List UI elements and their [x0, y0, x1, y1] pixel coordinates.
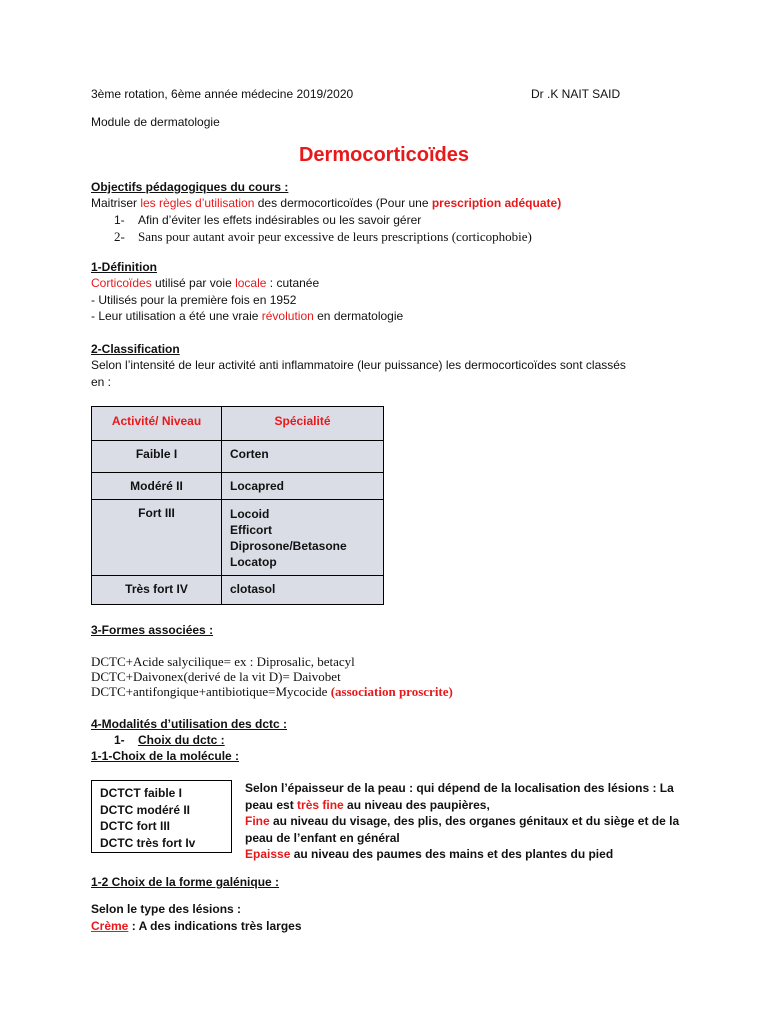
objectif-text: Sans pour autant avoir peur excessive de leurs prescriptions (corticophobie) [138, 229, 532, 244]
choix-num: 1- [114, 733, 125, 747]
classification-text-2: en : [91, 375, 112, 389]
box-item: DCTC fort III [100, 819, 170, 833]
product: Locoid [230, 507, 270, 521]
def-red2: locale [235, 276, 267, 290]
objectifs-pre: Maitriser [91, 196, 141, 210]
table-header-row [92, 407, 384, 441]
table-row [92, 473, 384, 500]
objectifs-line [91, 196, 561, 210]
level-cell: Faible I [92, 441, 222, 473]
def3-pre: - Leur utilisation a été une vraie [91, 309, 262, 323]
p2-red: très fine [297, 797, 344, 812]
forme-galenique-heading: 1-2 Choix de la forme galénique : [91, 875, 280, 889]
author: Dr .K NAIT SAID [531, 87, 621, 101]
p3-end: au niveau du visage, des plis, des organes génitaux et du siège et de la [269, 814, 680, 828]
objectif-num: 1- [114, 213, 125, 227]
product: clotasol [230, 582, 276, 596]
para-line: Selon l’épaisseur de la peau : qui dépend de la localisation des lésions : La [245, 781, 674, 795]
choix-dctc [114, 733, 225, 747]
p2-pre: peau est [245, 797, 298, 812]
table-row [92, 576, 384, 605]
classification-table [91, 406, 384, 605]
product-cell [222, 576, 384, 605]
objectifs-red2: prescription adéquate) [431, 196, 562, 210]
para-line: peau de l’enfant en général [245, 830, 400, 845]
product-cell [222, 441, 384, 473]
para-line [245, 797, 685, 814]
product: Efficort [230, 523, 272, 537]
level-cell: Très fort IV [92, 576, 222, 605]
epaisseur-paragraph [245, 780, 685, 863]
para-line [245, 846, 685, 863]
choix-molecule-heading: 1-1-Choix de la molécule : [91, 749, 240, 763]
formes-l3-red: (association proscrite) [330, 684, 453, 699]
def3-red: révolution [261, 309, 314, 323]
formes-heading: 3-Formes associées : [91, 623, 214, 637]
product: Locatop [230, 555, 277, 569]
objectifs-mid: des dermocorticoïdes (Pour une [254, 196, 432, 210]
box-item: DCTC modéré II [100, 802, 191, 817]
product-cell [222, 473, 384, 500]
definition-line-3 [91, 309, 403, 323]
page-title: Dermocorticoïdes [298, 144, 470, 166]
level-cell: Fort III [92, 500, 222, 576]
objectif-item-2 [114, 229, 532, 245]
def-end: : cutanée [266, 276, 320, 290]
objectif-text: Afin d’éviter les effets indésirables ou les savoir gérer [138, 213, 422, 227]
objectifs-red1: les règles d’utilisation [140, 196, 255, 210]
def-mid: utilisé par voie [151, 276, 236, 290]
objectif-num: 2- [114, 229, 125, 244]
table-row [92, 500, 384, 576]
definition-heading: 1-Définition [91, 260, 157, 274]
table-header-cell: Activité/ Niveau [92, 407, 222, 441]
level-cell: Modéré II [92, 473, 222, 500]
product-cell [222, 500, 384, 576]
box-item: DCTCT faible I [100, 786, 183, 800]
definition-line-1 [91, 276, 319, 290]
objectif-item-1 [114, 213, 421, 227]
modalites-heading: 4-Modalités d’utilisation des dctc : [91, 717, 288, 731]
p5-red: Epaisse [245, 847, 291, 861]
classification-text-1: Selon l’intensité de leur activité anti inflammatoire (leur puissance) les dermocorticoïdes sont classés [91, 358, 626, 372]
choix-label: Choix du dctc : [138, 733, 225, 747]
p2-end: au niveau des paupières, [343, 797, 490, 812]
creme-line [91, 919, 302, 933]
product: Diprosone/Betasone [230, 539, 347, 553]
p3-red: Fine [245, 814, 270, 828]
def3-end: en dermatologie [313, 309, 404, 323]
formes-line-3 [91, 684, 453, 700]
molecule-box [91, 780, 232, 853]
definition-line-2: - Utilisés pour la première fois en 1952 [91, 293, 297, 307]
module-line: Module de dermatologie [91, 115, 220, 129]
para-line [245, 813, 685, 830]
formes-l3: DCTC+antifongique+antibiotique=Mycocide [91, 684, 331, 699]
lesions-line: Selon le type des lésions : [91, 902, 242, 916]
formes-line-2: DCTC+Daivonex(derivé de la vit D)= Daivobet [91, 669, 341, 684]
table-row [92, 441, 384, 473]
def-red: Corticoïdes [91, 276, 152, 290]
product: Corten [230, 447, 269, 461]
creme-red: Crème [91, 919, 129, 933]
objectifs-heading: Objectifs pédagogiques du cours : [91, 180, 289, 194]
classification-heading: 2-Classification [91, 342, 180, 356]
table-header-cell: Spécialité [222, 407, 384, 441]
formes-line-1: DCTC+Acide salycilique= ex : Diprosalic, betacyl [91, 654, 355, 669]
box-item: DCTC très fort Iv [100, 835, 196, 850]
course-line: 3ème rotation, 6ème année médecine 2019/2020 [91, 87, 354, 101]
product: Locapred [230, 479, 285, 493]
creme-end: : A des indications très larges [128, 919, 302, 933]
p5-end: au niveau des paumes des mains et des plantes du pied [290, 847, 614, 861]
